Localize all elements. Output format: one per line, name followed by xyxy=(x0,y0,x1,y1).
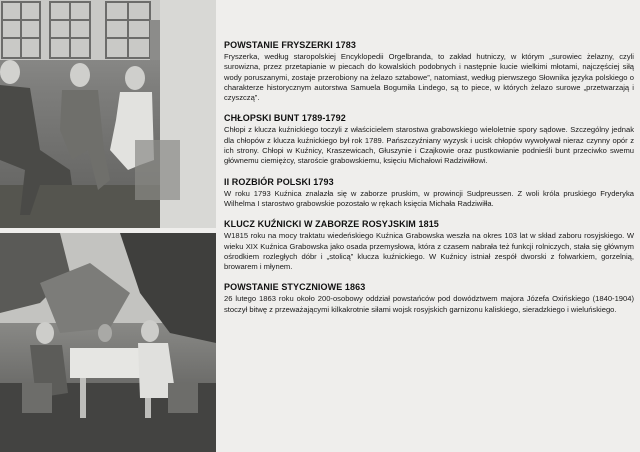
section-powstanie-styczniowe xyxy=(224,282,634,315)
photo-garden-table xyxy=(0,233,216,452)
section-body: Chłopi z klucza kuźnickiego toczyli z właścicielem starostwa grabowskiego wieloletnie spory sądowe. Szczególny jednak dla chłopów z klucza kuźnickiego był rok 1789. Pańszczyźniany wyzysk i ucisk chłopów wywoływał nieraz czynny opór z ich strony. Chłopi w Kuźnicy, Kraszewicach, Głuszynie i Czajkowie oraz pustkowianie podnieśli bunt przeciwko swemu głównemu ciemiężcy, staroście grabowskiemu, księciu Michałowi Radziwiłłowi. xyxy=(224,125,634,166)
history-text-column xyxy=(224,40,634,325)
porch-photo-illustration xyxy=(0,0,216,228)
garden-photo-illustration xyxy=(0,233,216,452)
section-title: POWSTANIE FRYSZERKI 1783 xyxy=(224,40,356,50)
section-body: W1815 roku na mocy traktatu wiedeńskiego Kuźnica Grabowska weszła na okres 103 lat w skład zaboru rosyjskiego. W wieku XIX Kuźnica Grabowska jako osada przemysłowa, która z czasem nabrała też funkcji rolniczych, stała się głównym ośrodkiem rozległych dóbr i „stolicą” klucza kuźnickiego. W Kuźnicy istniał zespół dworski z folwarkiem, gorzelnią, browarem i młynem. xyxy=(224,231,634,272)
section-title: POWSTANIE STYCZNIOWE 1863 xyxy=(224,282,366,293)
photo-porch-three-people xyxy=(0,0,216,228)
section-klucz-kuznicki xyxy=(224,219,634,272)
section-body: W roku 1793 Kuźnica znalazła się w zaborze pruskim, w prowincji Sudpreussen. Z woli króla pruskiego Fryderyka Wilhelma I starostwo grabowskie pozostało w rękach księcia Michała Radziwiłła. xyxy=(224,188,634,208)
section-body: 26 lutego 1863 roku około 200-osobowy oddział powstańców pod dowództwem majora Józefa Oxińskiego (1840-1904) stoczył bitwę z przeważającymi kilkakrotnie siłami wojsk rosyjskich garnizonu kaliskiego, sieradzkiego i wieluńskiego. xyxy=(224,294,634,314)
section-powstanie-fryszerki xyxy=(224,40,634,103)
section-chlopski-bunt xyxy=(224,113,634,166)
section-ii-rozbior xyxy=(224,177,634,210)
section-title: CHŁOPSKI BUNT 1789-1792 xyxy=(224,113,346,124)
section-title: II ROZBIÓR POLSKI 1793 xyxy=(224,176,334,187)
section-body: Fryszerka, według staropolskiej Encyklopedii Orgelbranda, to zakład hutniczy, w którym „surowiec żelazny, czyli surowizna, przez przetapianie w piecach do kowalskich podobnych i następnie kucie wielkimi młotami, najczęściej siłą wody poruszanymi, zostaje przerobiony na żelazo sztabowe”, natomiast, według pierwszego Słownika języka polskiego o charakterze historycznym autorstwa Samuela Bogumiła Lindego, są to piece, w których żelazo surowe „przetwarzają i czyszczą”. xyxy=(224,52,634,103)
section-title: KLUCZ KUŹNICKI W ZABORZE ROSYJSKIM 1815 xyxy=(224,219,439,230)
